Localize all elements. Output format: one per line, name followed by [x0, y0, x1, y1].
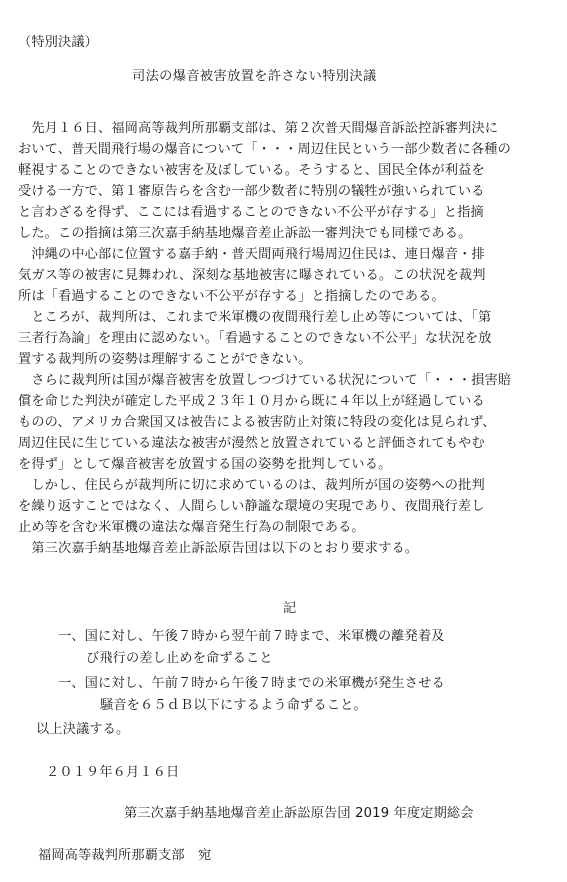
body-line: しかし、住民らが裁判所に切に求めているのは、裁判所が国の姿勢への批判: [18, 478, 485, 493]
closing-text: 以上決議する。: [36, 722, 130, 737]
signature: 第三次嘉手納基地爆音差止訴訟原告団 2019 年度定期総会: [124, 806, 474, 821]
body-line: と言わざるを得ず、ここには看過することのできない不公平が存する」と指摘: [18, 205, 484, 220]
resolution-date: ２０１９年６月１６日: [46, 765, 180, 780]
body-line: ものの、アメリカ合衆国又は被告による被害防止対策に特段の変化は見られず、: [18, 415, 496, 430]
body-line: ところが、裁判所は、これまで米軍機の夜間飛行差し止め等については、「第: [18, 310, 492, 325]
body-line: 先月１６日、福岡高等裁判所那覇支部は、第２次普天間爆音訴訟控訴審判決に: [18, 121, 499, 136]
demand-line: 一、国に対し、午前７時から午後７時までの米軍機が発生させる: [58, 676, 445, 691]
body-line: 止め等を含む米軍機の違法な爆音発生行為の制限である。: [18, 520, 365, 535]
body-line: 置する裁判所の姿勢は理解することができない。: [18, 352, 312, 367]
demand-line: 騒音を６５ｄＢ以下にするよう命ずること。: [100, 698, 367, 713]
body-line: を繰り返すことではなく、人間らしい静謐な環境の実現であり、夜間飛行差し: [18, 499, 485, 514]
body-line: 償を命じた判決が確定した平成２３年１０月から既に４年以上が経過している: [18, 394, 485, 409]
demand-line: び飛行の差し止めを命ずること: [86, 651, 273, 666]
body-line: 受ける一方で、第１審原告らを含む一部少数者に特別の犠牲が強いられている: [18, 184, 485, 199]
body-line: 沖縄の中心部に位置する嘉手納・普天間両飛行場周辺住民は、連日爆音・排: [18, 247, 485, 262]
body-line: を得ず」として爆音被害を放置する国の姿勢を批判している。: [18, 457, 392, 472]
document-label: （特別決議）: [18, 35, 99, 50]
body-line: おいて、普天間飛行場の爆音について「・・・周辺住民という一部少数者に各種の: [18, 142, 511, 157]
body-line: 所は「看過することのできない不公平が存する」と指摘したのである。: [18, 289, 445, 304]
body-line: 気ガス等の被害に見舞われ、深刻な基地被害に曝されている。この状況を裁判: [18, 268, 486, 283]
addressee: 福岡高等裁判所那覇支部 宛: [38, 848, 212, 863]
document-title: 司法の爆音被害放置を許さない特別決議: [132, 69, 377, 84]
ki-heading: 記: [283, 601, 297, 616]
body-line: 第三次嘉手納基地爆音差止訴訟原告団は以下のとおり要求する。: [18, 541, 419, 556]
body-line: 軽視することのできない被害を及ぼしている。そうすると、国民全体が利益を: [18, 163, 485, 178]
body-line: さらに裁判所は国が爆音被害を放置しつづけている状況について「・・・損害賠: [18, 373, 512, 388]
body-line: した。この指摘は第三次嘉手納基地爆音差止訴訟一審判決でも同様である。: [18, 226, 472, 241]
body-line: 三者行為論」を理由に認めない。「看過することのできない不公平」な状況を放: [18, 331, 492, 346]
body-line: 周辺住民に生じている違法な被害が漫然と放置されていると評価されてもやむ: [18, 436, 485, 451]
demand-line: 一、国に対し、午後７時から翌午前７時まで、米軍機の離発着及: [58, 629, 445, 644]
